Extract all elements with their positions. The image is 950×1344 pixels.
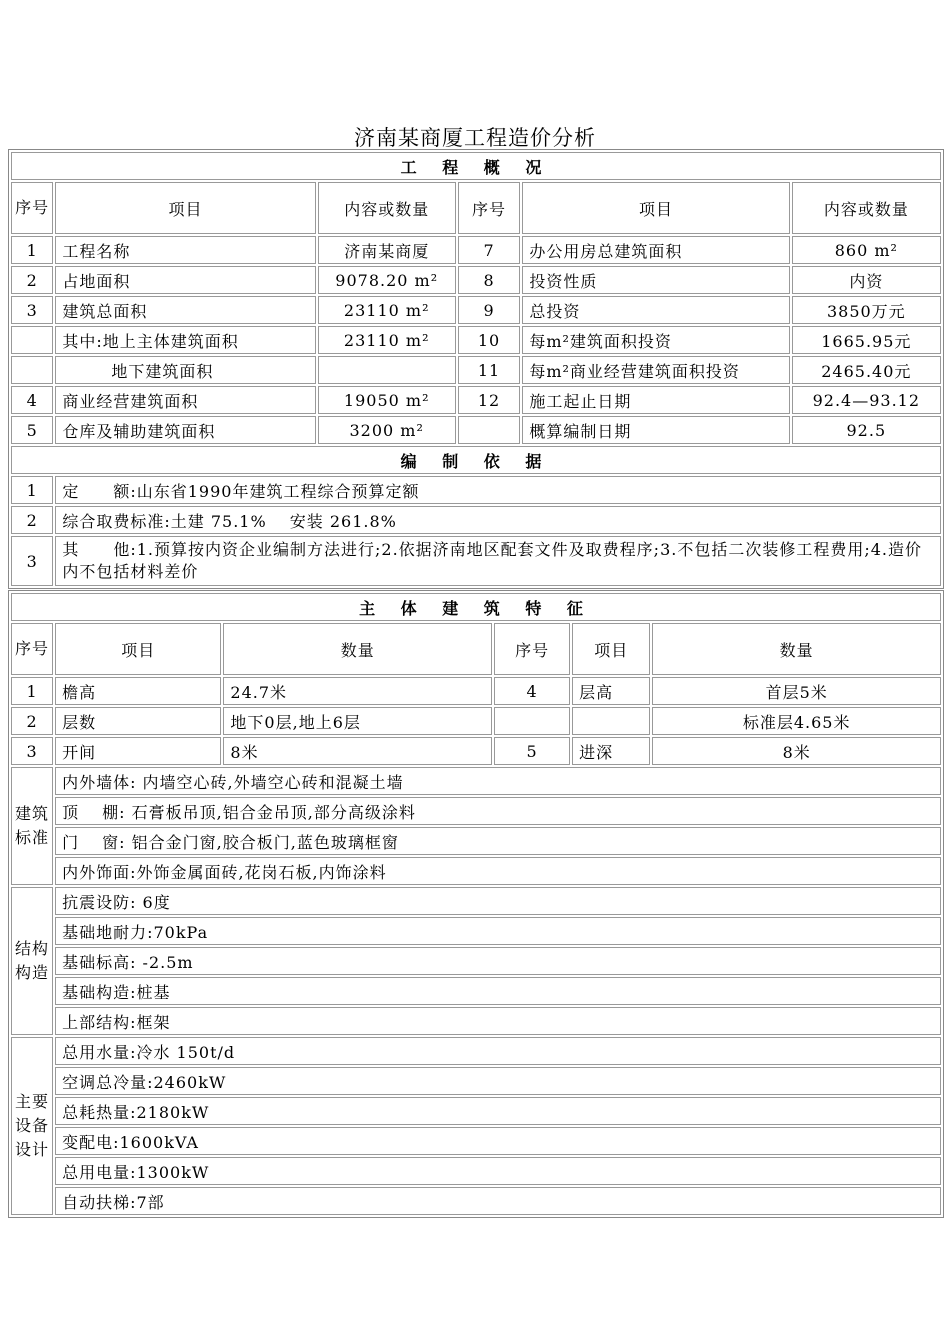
page-title: 济南某商厦工程造价分析 bbox=[354, 126, 596, 150]
spec-line: 总用电量:1300kW bbox=[55, 1157, 941, 1185]
col-header-item: 项目 bbox=[522, 182, 789, 234]
col-header-value: 数量 bbox=[652, 623, 941, 675]
row-no: 8 bbox=[458, 266, 521, 294]
row-item: 层数 bbox=[55, 707, 221, 735]
list-item bbox=[11, 947, 941, 975]
table-row bbox=[11, 296, 941, 324]
list-item bbox=[11, 887, 941, 915]
row-no: 1 bbox=[11, 236, 53, 264]
basis-text: 其 他:1.预算按内资企业编制方法进行;2.依据济南地区配套文件及取费程序;3.不包括二次装修工程费用;4.造价内不包括材料差价 bbox=[55, 536, 941, 586]
row-no: 12 bbox=[458, 386, 521, 414]
row-item: 进深 bbox=[572, 737, 650, 765]
list-item bbox=[11, 506, 941, 534]
col-header-value: 数量 bbox=[223, 623, 492, 675]
row-value: 济南某商厦 bbox=[318, 236, 456, 264]
overview-heading: 工 程 概 况 bbox=[11, 152, 941, 180]
spec-line: 总耗热量:2180kW bbox=[55, 1097, 941, 1125]
spec-line: 基础构造:桩基 bbox=[55, 977, 941, 1005]
row-no: 11 bbox=[458, 356, 521, 384]
list-item bbox=[11, 1187, 941, 1215]
basis-text: 综合取费标准:土建 75.1% 安装 261.8% bbox=[55, 506, 941, 534]
row-value bbox=[318, 356, 456, 384]
row-no: 5 bbox=[11, 416, 53, 444]
row-no bbox=[11, 326, 53, 354]
row-value: 3850万元 bbox=[792, 296, 941, 324]
row-no: 4 bbox=[11, 386, 53, 414]
row-item bbox=[572, 707, 650, 735]
col-header-value: 内容或数量 bbox=[792, 182, 941, 234]
row-value: 2465.40元 bbox=[792, 356, 941, 384]
col-header-item: 项目 bbox=[55, 182, 315, 234]
row-item: 办公用房总建筑面积 bbox=[522, 236, 789, 264]
row-no: 3 bbox=[11, 737, 53, 765]
group-label-equipment: 主要设备设计 bbox=[11, 1037, 53, 1215]
row-value: 地下0层,地上6层 bbox=[223, 707, 492, 735]
overview-table bbox=[8, 149, 944, 589]
spec-line: 内外墙体: 内墙空心砖,外墙空心砖和混凝土墙 bbox=[55, 767, 941, 795]
row-item: 商业经营建筑面积 bbox=[55, 386, 315, 414]
row-item: 建筑总面积 bbox=[55, 296, 315, 324]
col-header-no: 序号 bbox=[11, 623, 53, 675]
list-item bbox=[11, 977, 941, 1005]
list-item bbox=[11, 827, 941, 855]
spec-line: 内外饰面:外饰金属面砖,花岗石板,内饰涂料 bbox=[55, 857, 941, 885]
row-no: 3 bbox=[11, 296, 53, 324]
row-value: 标准层4.65米 bbox=[652, 707, 941, 735]
spec-line: 上部结构:框架 bbox=[55, 1007, 941, 1035]
row-no bbox=[458, 416, 521, 444]
row-value: 860 m² bbox=[792, 236, 941, 264]
row-item: 檐高 bbox=[55, 677, 221, 705]
row-value: 92.5 bbox=[792, 416, 941, 444]
col-header-no: 序号 bbox=[494, 623, 570, 675]
list-item bbox=[11, 1127, 941, 1155]
row-value: 92.4—93.12 bbox=[792, 386, 941, 414]
row-no bbox=[494, 707, 570, 735]
spec-line: 变配电:1600kVA bbox=[55, 1127, 941, 1155]
row-value: 9078.20 m² bbox=[318, 266, 456, 294]
row-item: 占地面积 bbox=[55, 266, 315, 294]
row-value: 1665.95元 bbox=[792, 326, 941, 354]
spec-line: 自动扶梯:7部 bbox=[55, 1187, 941, 1215]
spec-line: 总用水量:冷水 150t/d bbox=[55, 1037, 941, 1065]
row-item: 层高 bbox=[572, 677, 650, 705]
row-value: 3200 m² bbox=[318, 416, 456, 444]
row-value: 内资 bbox=[792, 266, 941, 294]
table-row bbox=[11, 326, 941, 354]
row-no: 3 bbox=[11, 536, 53, 586]
row-no: 9 bbox=[458, 296, 521, 324]
group-label-building-standard: 建筑标准 bbox=[11, 767, 53, 885]
row-no: 10 bbox=[458, 326, 521, 354]
row-item: 概算编制日期 bbox=[522, 416, 789, 444]
row-no: 7 bbox=[458, 236, 521, 264]
row-no: 4 bbox=[494, 677, 570, 705]
table-row bbox=[11, 266, 941, 294]
row-no: 5 bbox=[494, 737, 570, 765]
row-item: 工程名称 bbox=[55, 236, 315, 264]
row-item: 投资性质 bbox=[522, 266, 789, 294]
row-item: 施工起止日期 bbox=[522, 386, 789, 414]
table-row bbox=[11, 356, 941, 384]
list-item bbox=[11, 476, 941, 504]
list-item bbox=[11, 797, 941, 825]
col-header-item: 项目 bbox=[55, 623, 221, 675]
table-row bbox=[11, 416, 941, 444]
spec-line: 空调总冷量:2460kW bbox=[55, 1067, 941, 1095]
table-row bbox=[11, 707, 941, 735]
row-item: 开间 bbox=[55, 737, 221, 765]
row-item: 总投资 bbox=[522, 296, 789, 324]
list-item bbox=[11, 1037, 941, 1065]
row-item: 地下建筑面积 bbox=[55, 356, 315, 384]
row-no: 2 bbox=[11, 707, 53, 735]
spec-line: 抗震设防: 6度 bbox=[55, 887, 941, 915]
table-row bbox=[11, 386, 941, 414]
row-value: 23110 m² bbox=[318, 326, 456, 354]
row-no: 1 bbox=[11, 677, 53, 705]
list-item bbox=[11, 857, 941, 885]
table-row bbox=[11, 236, 941, 264]
spec-line: 基础地耐力:70kPa bbox=[55, 917, 941, 945]
list-item bbox=[11, 917, 941, 945]
row-no: 2 bbox=[11, 266, 53, 294]
features-table bbox=[8, 590, 944, 1218]
row-value: 23110 m² bbox=[318, 296, 456, 324]
list-item bbox=[11, 1097, 941, 1125]
list-item bbox=[11, 536, 941, 586]
table-row bbox=[11, 737, 941, 765]
list-item bbox=[11, 767, 941, 795]
list-item bbox=[11, 1007, 941, 1035]
spec-line: 门 窗: 铝合金门窗,胶合板门,蓝色玻璃框窗 bbox=[55, 827, 941, 855]
spec-line: 基础标高: -2.5m bbox=[55, 947, 941, 975]
list-item bbox=[11, 1157, 941, 1185]
group-label-structure: 结构构造 bbox=[11, 887, 53, 1035]
row-no: 2 bbox=[11, 506, 53, 534]
row-no bbox=[11, 356, 53, 384]
col-header-no: 序号 bbox=[11, 182, 53, 234]
row-item: 仓库及辅助建筑面积 bbox=[55, 416, 315, 444]
row-value: 首层5米 bbox=[652, 677, 941, 705]
basis-text: 定 额:山东省1990年建筑工程综合预算定额 bbox=[55, 476, 941, 504]
col-header-item: 项目 bbox=[572, 623, 650, 675]
row-value: 19050 m² bbox=[318, 386, 456, 414]
list-item bbox=[11, 1067, 941, 1095]
col-header-no: 序号 bbox=[458, 182, 521, 234]
row-no: 1 bbox=[11, 476, 53, 504]
row-value: 8米 bbox=[223, 737, 492, 765]
row-item: 每m²商业经营建筑面积投资 bbox=[522, 356, 789, 384]
table-row bbox=[11, 677, 941, 705]
features-heading: 主 体 建 筑 特 征 bbox=[11, 593, 941, 621]
row-value: 24.7米 bbox=[223, 677, 492, 705]
row-item: 其中:地上主体建筑面积 bbox=[55, 326, 315, 354]
row-item: 每m²建筑面积投资 bbox=[522, 326, 789, 354]
spec-line: 顶 棚: 石膏板吊顶,铝合金吊顶,部分高级涂料 bbox=[55, 797, 941, 825]
col-header-value: 内容或数量 bbox=[318, 182, 456, 234]
basis-heading: 编 制 依 据 bbox=[11, 446, 941, 474]
row-value: 8米 bbox=[652, 737, 941, 765]
